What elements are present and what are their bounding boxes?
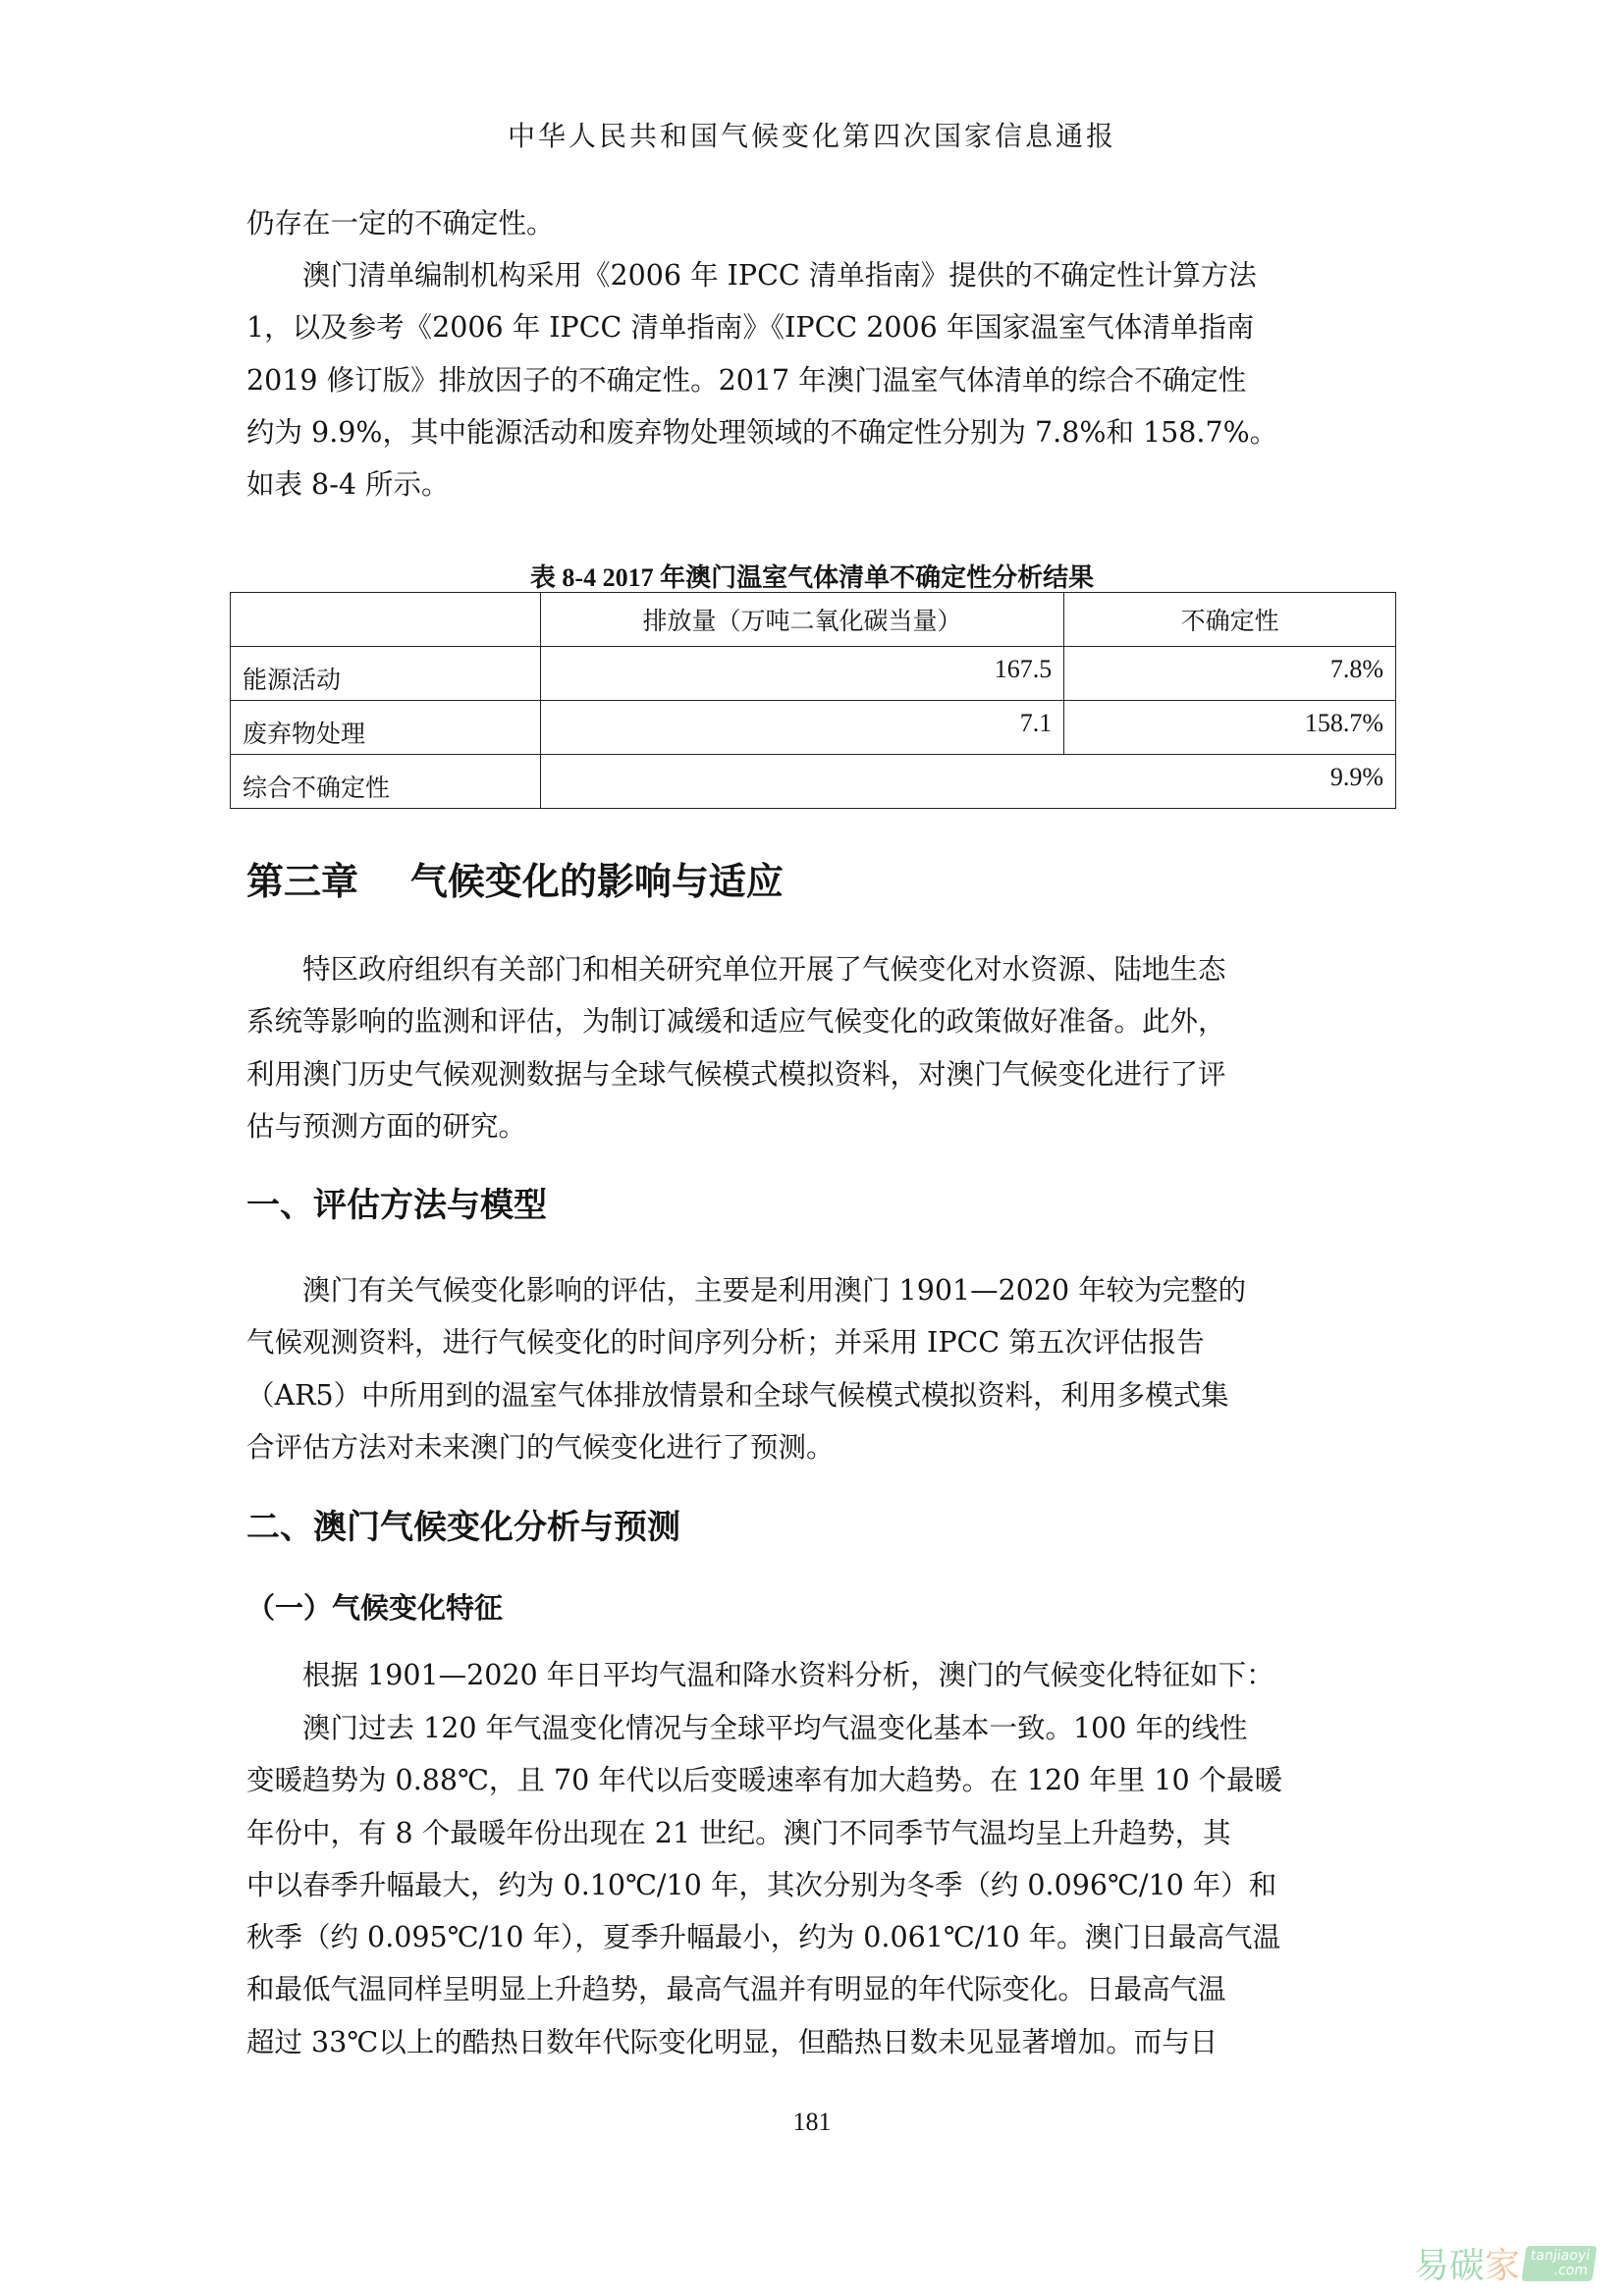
paragraph-data-source <box>246 1649 1397 1701</box>
text-line: 秋季（约 0.095℃/10 年），夏季升幅最小，约为 0.061℃/10 年。澳门日最高气温 <box>246 1921 1281 1954</box>
combined-uncertainty-value: 9.9% <box>540 755 1395 809</box>
text-line: 2019 修订版》排放因子的不确定性。2017 年澳门温室气体清单的综合不确定性 <box>246 363 1247 397</box>
running-header: 中华人民共和国气候变化第四次国家信息通报 <box>507 120 1116 152</box>
section-heading-methods: 一、评估方法与模型 <box>246 1186 547 1225</box>
watermark-logo <box>1414 2238 1595 2288</box>
paragraph-methods <box>246 1264 1397 1473</box>
paragraph-continuation <box>246 197 1397 249</box>
text-line: 澳门过去 120 年气温变化情况与全球平均气温变化基本一致。100 年的线性 <box>302 1712 1248 1744</box>
header-cell-uncertainty: 不确定性 <box>1064 593 1396 647</box>
header-cell-emissions: 排放量（万吨二氧化碳当量） <box>540 593 1064 647</box>
text-line: 中以春季升幅最大，约为 0.10℃/10 年，其次分别为冬季（约 0.096℃/10 年）和 <box>246 1868 1277 1901</box>
subsection-heading-characteristics: （一）气候变化特征 <box>246 1591 504 1625</box>
header-cell-empty <box>231 593 541 647</box>
text-line: 年份中，有 8 个最暖年份出现在 21 世纪。澳门不同季节气温均呈上升趋势，其 <box>246 1816 1231 1849</box>
uncertainty-table <box>230 592 1396 809</box>
watermark-brand-part2: 家 <box>1485 2246 1521 2286</box>
section-heading-analysis: 二、澳门气候变化分析与预测 <box>246 1508 680 1547</box>
watermark-domain-line2: .com <box>1552 2262 1590 2278</box>
row-label: 综合不确定性 <box>231 755 541 809</box>
uncertainty-value: 7.8% <box>1064 647 1396 701</box>
text-line: 特区政府组织有关部门和相关研究单位开展了气候变化对水资源、陆地生态 <box>302 953 1226 986</box>
text-line: 估与预测方面的研究。 <box>246 1109 527 1143</box>
paragraph-temperature-trends <box>246 1702 1397 2068</box>
watermark-domain-line1: tanjiaoyi <box>1530 2247 1592 2264</box>
text-line: 变暖趋势为 0.88℃，且 70 年代以后变暖速率有加大趋势。在 120 年里 10 个最暖 <box>246 1764 1283 1797</box>
row-label: 能源活动 <box>231 647 541 701</box>
text-line: 1，以及参考《2006 年 IPCC 清单指南》《IPCC 2006 年国家温室气体清单指南 <box>246 311 1255 345</box>
emissions-value: 7.1 <box>540 701 1064 755</box>
text-line: 仍存在一定的不确定性。 <box>246 207 555 240</box>
table-header-row <box>231 593 1396 647</box>
text-line: 约为 9.9%，其中能源活动和废弃物处理领域的不确定性分别为 7.8%和 158.7%。 <box>246 415 1278 449</box>
text-line: 澳门有关气候变化影响的评估，主要是利用澳门 1901—2020 年较为完整的 <box>302 1274 1247 1307</box>
text-line: 根据 1901—2020 年日平均气温和降水资料分析，澳门的气候变化特征如下： <box>302 1659 1274 1691</box>
watermark-domain-badge <box>1522 2246 1597 2281</box>
paragraph-chapter-intro <box>246 943 1397 1152</box>
text-line: 利用澳门历史气候观测数据与全球气候模式模拟资料，对澳门气候变化进行了评 <box>246 1057 1226 1091</box>
table-row <box>231 647 1396 701</box>
text-line: 和最低气温同样呈明显上升趋势，最高气温并有明显的年代际变化。日最高气温 <box>246 1973 1226 2006</box>
text-line: 超过 33℃以上的酷热日数年代际变化明显，但酷热日数未见显著增加。而与日 <box>246 2025 1218 2058</box>
watermark-brand-part1: 易碳 <box>1414 2246 1486 2286</box>
chapter-heading: 第三章 气候变化的影响与适应 <box>246 860 784 903</box>
text-line: 如表 8-4 所示。 <box>246 468 450 502</box>
table-row-total <box>231 755 1396 809</box>
emissions-value: 167.5 <box>540 647 1064 701</box>
text-line: 系统等影响的监测和评估，为制订减缓和适应气候变化的政策做好准备。此外， <box>246 1005 1226 1039</box>
table-caption: 表 8-4 2017 年澳门温室气体清单不确定性分析结果 <box>529 563 1095 592</box>
row-label: 废弃物处理 <box>231 701 541 755</box>
page-number: 181 <box>792 2108 832 2136</box>
text-line: 气候观测资料，进行气候变化的时间序列分析；并采用 IPCC 第五次评估报告 <box>246 1326 1205 1360</box>
text-line: 合评估方法对未来澳门的气候变化进行了预测。 <box>246 1430 835 1464</box>
uncertainty-value: 158.7% <box>1064 701 1396 755</box>
watermark-brand <box>1414 2238 1520 2288</box>
text-line: （AR5）中所用到的温室气体排放情景和全球气候模式模拟资料，利用多模式集 <box>246 1378 1229 1412</box>
table-row <box>231 701 1396 755</box>
paragraph-uncertainty-method <box>246 249 1397 510</box>
text-line: 澳门清单编制机构采用《2006 年 IPCC 清单指南》提供的不确定性计算方法 <box>302 259 1257 292</box>
